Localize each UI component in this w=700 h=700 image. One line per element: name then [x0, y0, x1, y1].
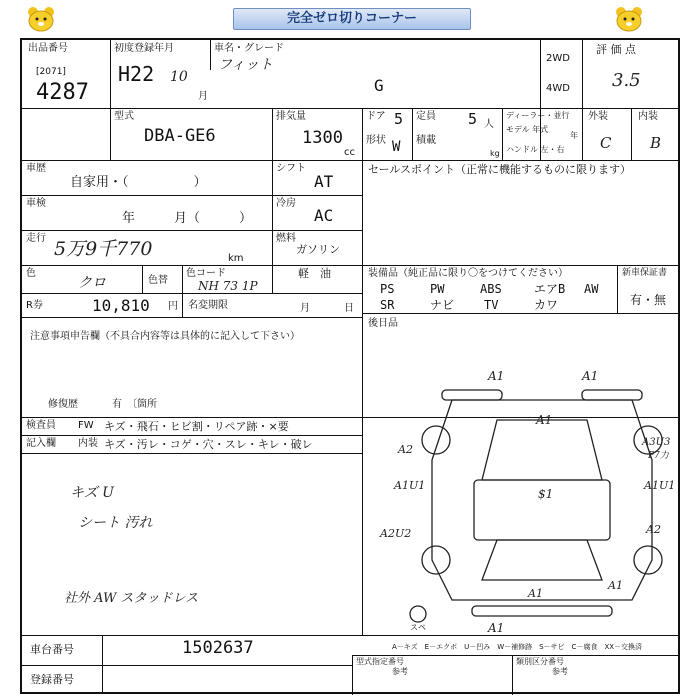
bear-mascot-left-icon	[26, 6, 56, 32]
shape-label: 形状	[366, 135, 386, 146]
color: クロ	[78, 275, 106, 291]
spare-tire	[410, 606, 426, 622]
auction-sheet	[20, 38, 680, 694]
color-change-label: 色替	[148, 275, 168, 286]
color-code-label: 色コード	[186, 268, 226, 279]
recycle-value: 10,810	[92, 296, 150, 315]
registration-number-label: 登録番号	[30, 673, 74, 686]
equipment-pw: PW	[430, 282, 445, 296]
damage-roof: $1	[538, 487, 554, 501]
month-unit: 月	[198, 91, 208, 102]
mileage-label: 走行	[26, 233, 46, 244]
history-label: 車歴	[26, 163, 46, 174]
damage-rear-bumper: A1	[488, 621, 505, 635]
inspector-items: キズ・飛石・ヒビ割・リペア跡・×要	[104, 420, 289, 433]
car-name: フィット	[218, 57, 273, 73]
score-label: 評 価 点	[596, 43, 636, 56]
category-number-label: 類別区分番号	[516, 657, 564, 666]
doors: 5	[394, 110, 404, 128]
cc-unit: cc	[344, 147, 355, 158]
kg-unit: kg	[490, 149, 500, 158]
entry-label: 記入欄	[26, 438, 56, 449]
grade: G	[374, 76, 384, 95]
damage-left-door: A1U1	[394, 479, 426, 492]
drive-4wd: 4WD	[546, 83, 570, 94]
banner-title: 完全ゼロ切りコーナー	[233, 8, 471, 30]
ac: AC	[314, 206, 334, 225]
model: DBA-GE6	[144, 126, 216, 146]
fuel-diesel: 軽 油	[298, 267, 331, 280]
inspection-label: 車検	[26, 198, 46, 209]
damage-legend: A－キズ E－エクボ U－凹み W－補修跡 S－サビ C－腐食 XX－交換済	[392, 643, 643, 651]
equipment-label: 装備品（純正品に限り〇をつけてください）	[368, 268, 568, 279]
km-unit: km	[228, 253, 244, 264]
handle-label: ハンドル 左・右	[506, 145, 565, 154]
yen-unit: 円	[168, 301, 178, 312]
capacity: 5	[468, 110, 478, 128]
wheel-rear-left	[422, 546, 450, 574]
entry-items: キズ・汚レ・コゲ・穴・スレ・キレ・破レ	[104, 438, 313, 451]
damage-left-rear-door: A2U2	[380, 527, 412, 540]
registration-era: H22	[118, 62, 155, 86]
interior-grade: B	[650, 134, 662, 152]
damage-front-left: A1	[488, 369, 505, 383]
displacement-label: 排気量	[276, 111, 306, 122]
fuel-label: 燃料	[276, 233, 296, 244]
windshield	[482, 420, 602, 480]
lot-number-label: 出品番号	[28, 43, 68, 54]
ac-label: 冷房	[276, 198, 296, 209]
persons-unit: 人	[484, 119, 494, 130]
year-unit: 年	[570, 131, 578, 140]
spare-label: スペ	[410, 623, 426, 632]
front-bumper-right	[582, 390, 642, 400]
entry-interior: 内装	[78, 438, 98, 449]
lot-small: [2071]	[36, 67, 66, 77]
damage-hood: A1	[536, 413, 553, 427]
new-warranty-label: 新車保証書	[622, 268, 668, 278]
inspector-fw: FW	[78, 420, 94, 431]
ref-note-1: 参考	[392, 667, 408, 676]
model-designation-label: 型式指定番号	[356, 657, 404, 666]
color-label: 色	[26, 268, 36, 279]
damage-right-quarter: A1	[608, 579, 623, 592]
mileage: 5万9千770	[54, 238, 153, 260]
displacement: 1300	[302, 128, 343, 148]
sales-point-label: セールスポイント（正常に機能するものに限ります）	[368, 163, 632, 176]
shape: W	[392, 139, 401, 155]
equipment-sr: SR	[380, 298, 395, 312]
address-month: 月	[300, 303, 310, 314]
score: 3.5	[612, 70, 641, 91]
damage-right-fender: A3U3	[642, 437, 671, 448]
equipment-tv: TV	[484, 298, 499, 312]
equipment-leather: カワ	[534, 298, 559, 312]
equipment-navi: ナビ	[430, 298, 455, 312]
damage-right-fender-note: P7力	[648, 451, 669, 461]
damage-right-door: A1U1	[644, 479, 676, 492]
bear-mascot-right-icon	[614, 6, 644, 32]
new-warranty: 有・無	[630, 293, 667, 307]
inspector-label: 検査員	[26, 420, 56, 431]
ref-note-2: 参考	[552, 667, 568, 676]
repair-label: 修復歴	[48, 399, 78, 410]
history: 自家用・（ ）	[70, 175, 207, 190]
address-deadline-label: 名変期限	[188, 300, 228, 311]
interior-label: 内装	[638, 111, 658, 122]
wheel-rear-right	[634, 546, 662, 574]
exterior-label: 外装	[588, 111, 608, 122]
recycle-label: R券	[26, 300, 43, 311]
dealer-label: ディーラー・並行	[506, 111, 570, 120]
front-bumper	[442, 390, 502, 400]
color-code: NH 73 1P	[198, 279, 258, 293]
damage-front-right: A1	[582, 369, 599, 383]
remark-scratch: キズ U	[70, 485, 114, 501]
drive-2wd: 2WD	[546, 53, 570, 64]
equipment-airbag: エアB	[534, 282, 566, 296]
first-registration-label: 初度登録年月	[114, 43, 174, 54]
equipment-ps: PS	[380, 282, 395, 296]
capacity-label: 定員	[416, 111, 436, 122]
remark-seat: シート 汚れ	[78, 515, 153, 531]
inspection: 年 月（ ）	[122, 211, 253, 226]
repair-value: 有 〔箇所	[112, 399, 157, 410]
rear-window	[482, 540, 602, 580]
doors-label: ドア	[366, 111, 386, 122]
exterior-grade: C	[600, 134, 612, 152]
fuel-gasoline: ガソリン	[296, 243, 340, 256]
equipment-abs: ABS	[480, 282, 502, 296]
load-label: 積載	[416, 135, 436, 146]
model-label: 型式	[114, 111, 134, 122]
shift: AT	[314, 172, 334, 191]
chassis-label: 車台番号	[30, 643, 74, 656]
notes-label: 注意事項申告欄（不具合内容等は具体的に記入して下さい）	[30, 331, 300, 342]
model-year-label: モデル 年式	[506, 125, 549, 134]
remark-wheels: 社外 AW スタッドレス	[64, 591, 199, 606]
shift-label: シフト	[276, 163, 306, 174]
page-header	[0, 0, 700, 36]
car-name-label: 車名・グレード	[214, 43, 284, 54]
car-damage-diagram	[22, 40, 678, 692]
damage-right-rear-door: A2	[646, 523, 661, 536]
lot-number: 4287	[36, 80, 89, 105]
registration-month: 10	[170, 69, 188, 85]
rear-bumper	[472, 606, 612, 616]
address-day: 日	[344, 303, 354, 314]
damage-left-fender: A2	[398, 443, 413, 456]
after-items-label: 後日品	[368, 318, 398, 329]
equipment-aw: AW	[584, 282, 599, 296]
chassis-number: 1502637	[182, 638, 254, 658]
damage-trunk: A1	[528, 587, 543, 600]
